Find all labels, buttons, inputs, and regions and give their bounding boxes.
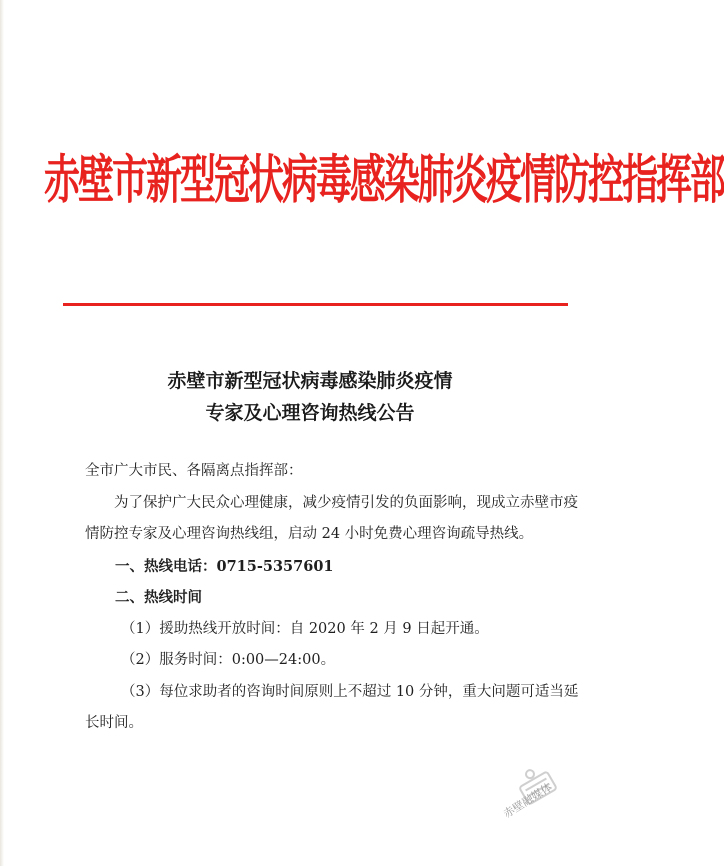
intro-paragraph: 为了保护广大民众心理健康，减少疫情引发的负面影响，现成立赤壁市疫情防控专家及心理咨询热线组，启动 24 小时免费心理咨询疏导热线。 [85, 494, 578, 542]
list-item: （1）援助热线开放时间：自 2020 年 2 月 9 日起开通。 [121, 620, 489, 637]
notice-title [60, 365, 560, 429]
hotline-phone: 一、热线电话：0715-5357601 [115, 557, 334, 575]
letterhead-title: 赤壁市新型冠状病毒感染肺炎疫情防控指挥部 [44, 149, 724, 211]
watermark-text: 赤壁融媒体 [501, 780, 555, 821]
letterhead-divider [63, 303, 568, 306]
letterhead [44, 140, 724, 220]
notice-body [85, 456, 585, 740]
hotline-time-heading: 二、热线时间 [115, 589, 202, 606]
notice-title-line-1: 赤壁市新型冠状病毒感染肺炎疫情 [167, 370, 453, 392]
list-item: （3）每位求助者的咨询时间原则上不超过 10 分钟，重大问题可适当延长时间。 [85, 683, 579, 731]
scan-edge [0, 0, 4, 866]
salutation: 全市广大市民、各隔离点指挥部： [85, 463, 303, 479]
notice-title-line-2: 专家及心理咨询热线公告 [205, 402, 415, 424]
list-item: （2）服务时间：0:00—24:00。 [121, 652, 336, 668]
